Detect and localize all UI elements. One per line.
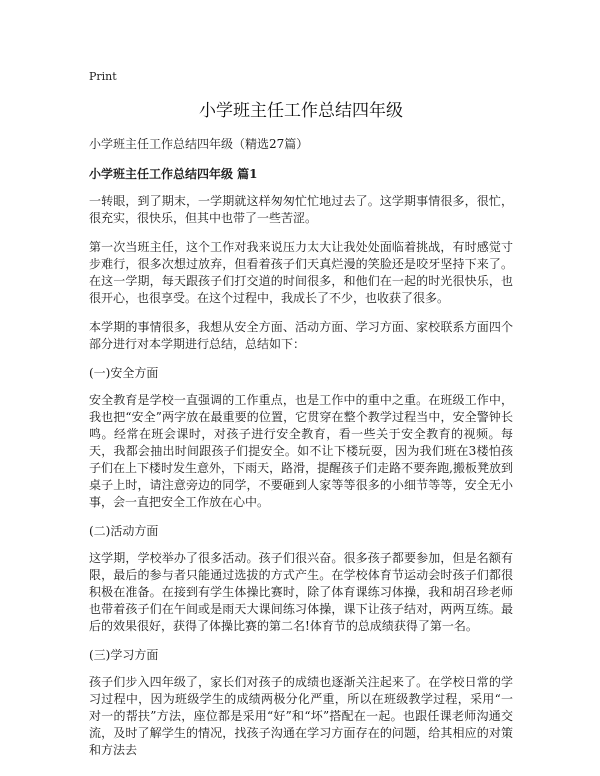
overview-paragraph: 本学期的事情很多，我想从安全方面、活动方面、学习方面、家校联系方面四个部分进行对本学期进行总结，总结如下： xyxy=(89,320,513,351)
activity-heading: (二)活动方面 xyxy=(89,524,159,538)
activity-paragraph: 这学期，学校举办了很多活动。孩子们很兴奋。很多孩子都要参加，但是名额有限，最后的参与者只能通过选拔的方式产生。在学校体育节运动会时孩子们都很积极在准备。在接到有学生体操比赛时，除了体育课练习体操，我和胡召珍老师也带着孩子们在午间或是雨天大课间练习体操，课下让孩子结对，两两互练。最后的效果很好，获得了体操比赛的第二名!体育节的总成绩获得了第一名。 xyxy=(89,551,513,633)
study-heading: (三)学习方面 xyxy=(89,648,159,662)
safety-heading: (一)安全方面 xyxy=(89,366,159,380)
safety-paragraph: 安全教育是学校一直强调的工作重点，也是工作中的重中之重。在班级工作中，我也把“安全”两字放在最重要的位置，它贯穿在整个教学过程当中，安全警钟长鸣。经常在班会课时，对孩子进行安全教育，看一些关于安全教育的视频。每天，我都会抽出时间跟孩子们提安全。如不让下楼玩耍，因为我们班在3楼怕孩子们在上下楼时发生意外，下雨天，路滑，提醒孩子们走路不要奔跑,搬板凳放到桌子上时，请注意旁边的同学，不要砸到人家等等很多的小细节等等，安全无小事，会一直把安全工作放在心中。 xyxy=(89,393,513,509)
intro-paragraph: 一转眼，到了期末，一学期就这样匆匆忙忙地过去了。这学期事情很多，很忙，很充实，很快乐，但其中也带了一些苦涩。 xyxy=(89,194,513,225)
study-paragraph: 孩子们步入四年级了，家长们对孩子的成绩也逐渐关注起来了。在学校日常的学习过程中，因为班级学生的成绩两极分化严重，所以在班级教学过程，采用“一对一的帮扶”方法，座位都是采用“好”和“坏”搭配在一起。也跟任课老师沟通交流，及时了解学生的情况，找孩子沟通在学习方面存在的问题，给其相应的对策和方法去 xyxy=(89,675,513,757)
section-heading: 小学班主任工作总结四年级 篇1 xyxy=(89,167,258,181)
document-subtitle: 小学班主任工作总结四年级（精选27篇） xyxy=(89,137,309,151)
document-page xyxy=(89,70,513,771)
experience-paragraph: 第一次当班主任，这个工作对我来说压力太大让我处处面临着挑战，有时感觉寸步难行，很多次想过放弃，但看着孩子们天真烂漫的笑脸还是咬牙坚持下来了。在这一学期，每天跟孩子们打交道的时间很多，和他们在一起的时光很快乐，也很开心，也很享受。在这个过程中，我成长了不少，也收获了很多。 xyxy=(89,240,513,305)
print-label[interactable]: Print xyxy=(89,70,117,83)
document-title: 小学班主任工作总结四年级 xyxy=(199,101,403,121)
